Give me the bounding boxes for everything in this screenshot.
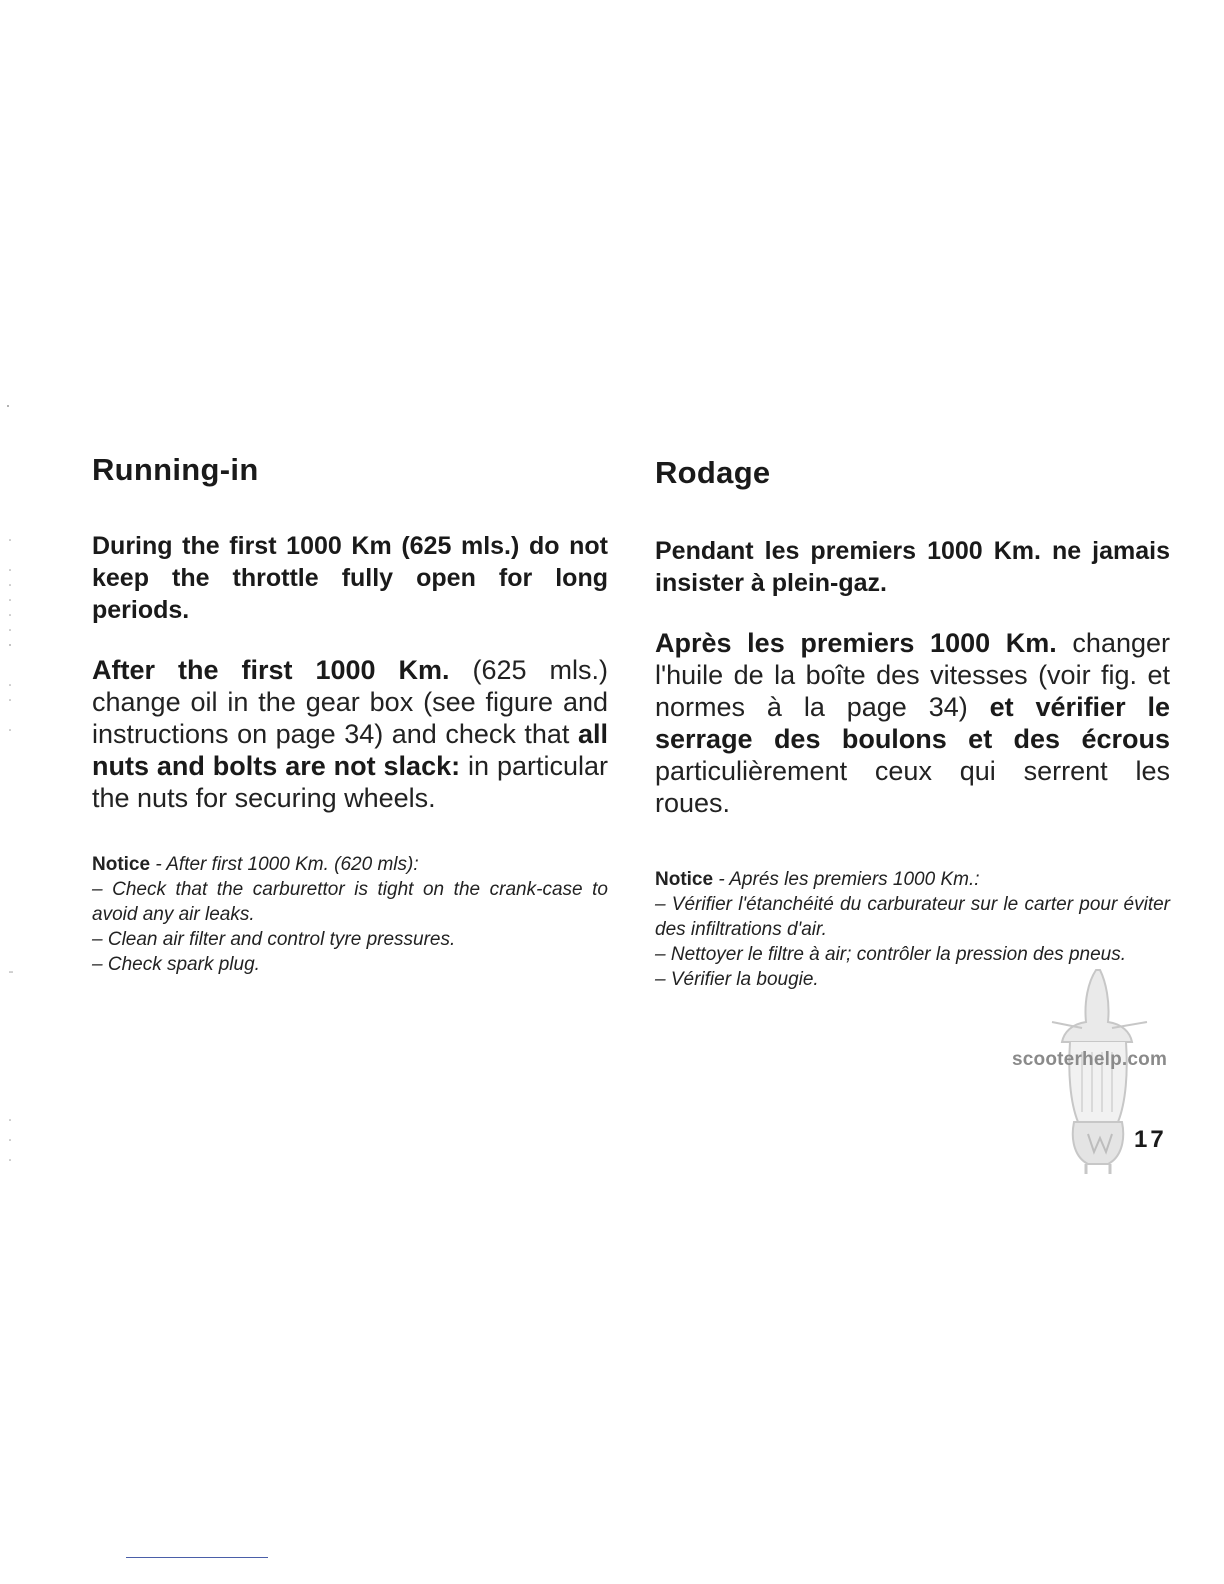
english-lead-warning: During the first 1000 Km (625 mls.) do not keep the throttle fully open for long periods. bbox=[92, 532, 608, 624]
english-instructions bbox=[92, 654, 608, 814]
page-number: 17 bbox=[1134, 1126, 1167, 1153]
french-instructions bbox=[655, 627, 1170, 819]
english-title: Running-in bbox=[92, 452, 259, 487]
french-instructions-strong-1: Après les premiers 1000 Km. bbox=[655, 628, 1057, 658]
french-lead-warning: Pendant les premiers 1000 Km. ne jamais insister à plein-gaz. bbox=[655, 537, 1170, 597]
english-column bbox=[92, 452, 608, 977]
english-instructions-strong-1: After the first 1000 Km. bbox=[92, 655, 450, 685]
english-notice-intro: - After first 1000 Km. (620 mls): bbox=[150, 854, 419, 875]
french-notice-item: – Nettoyer le filtre à air; contrôler la pression des pneus. bbox=[655, 944, 1127, 965]
french-instructions-text-2: particulièrement ceux qui serrent les roues. bbox=[655, 756, 1170, 818]
english-instructions-text-1: (625 mls.) change oil in the gear box (see figure and instructions on page 34) and check that bbox=[92, 655, 608, 749]
french-notice-item: – Vérifier l'étanchéité du carburateur sur le carter pour éviter des infiltrations d'air. bbox=[655, 894, 1170, 940]
english-notice-item: – Check that the carburettor is tight on the crank-case to avoid any air leaks. bbox=[92, 879, 608, 925]
french-instructions-strong-2: et vérifier le serrage des boulons et des écrous bbox=[655, 692, 1170, 754]
scan-margin-marks bbox=[4, 400, 14, 1180]
bottom-divider-line bbox=[126, 1557, 268, 1558]
french-title: Rodage bbox=[655, 455, 771, 490]
french-notice-intro: - Aprés les premiers 1000 Km.: bbox=[713, 869, 980, 890]
french-instructions-text-1: changer l'huile de la boîte des vitesses (voir fig. et normes à la page 34) bbox=[655, 628, 1170, 722]
english-notice-item: – Clean air filter and control tyre pressures. bbox=[92, 929, 456, 950]
french-notice-label: Notice bbox=[655, 869, 714, 890]
english-instructions-strong-2: all nuts and bolts are not slack: bbox=[92, 719, 608, 781]
french-column bbox=[655, 455, 1170, 992]
french-notice-item: – Vérifier la bougie. bbox=[655, 969, 819, 990]
english-instructions-text-2: in particular the nuts for securing wheels. bbox=[92, 751, 608, 813]
watermark-text: scooterhelp.com bbox=[1012, 1049, 1168, 1070]
english-notice-label: Notice bbox=[92, 854, 151, 875]
english-notice bbox=[92, 852, 608, 977]
english-notice-item: – Check spark plug. bbox=[92, 954, 260, 975]
